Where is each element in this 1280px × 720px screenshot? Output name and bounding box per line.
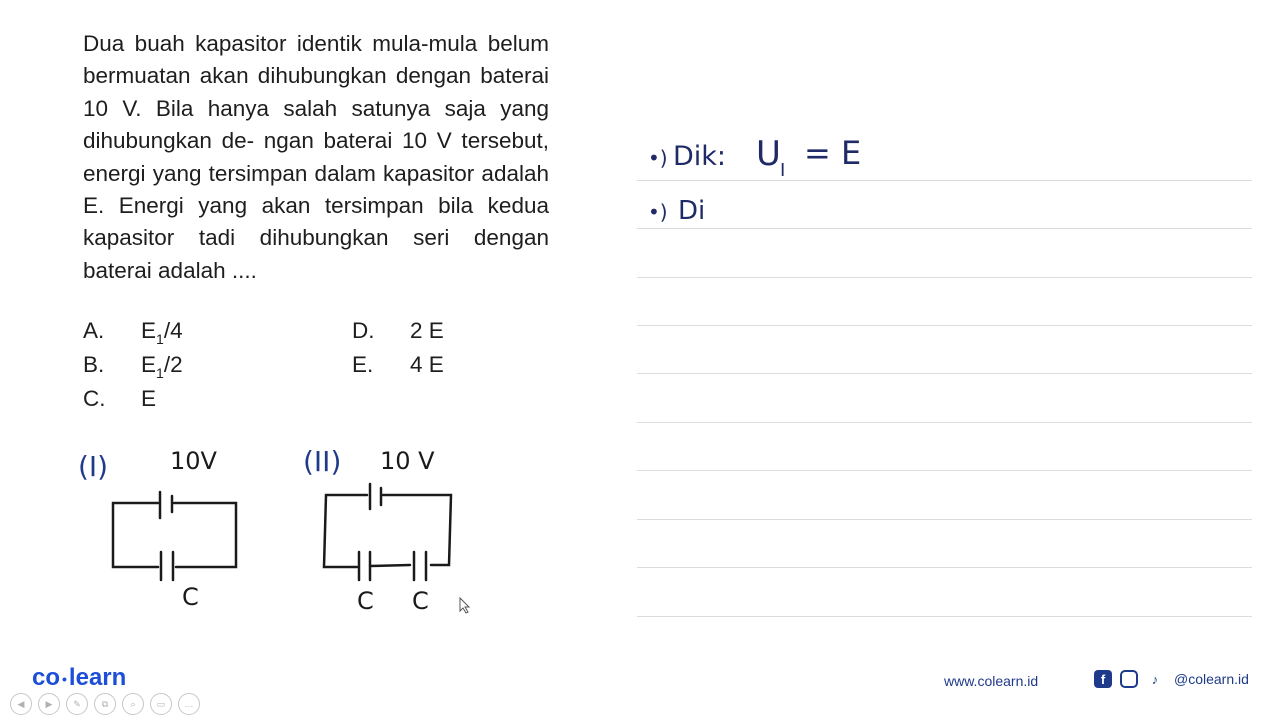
social-links (1094, 670, 1249, 688)
facebook-icon[interactable]: f (1094, 670, 1112, 688)
note-bullet-1: •) (648, 146, 668, 170)
prev-icon[interactable]: ◀ (10, 693, 32, 715)
circuit2-wire (383, 495, 451, 565)
tiktok-icon[interactable]: ♪ (1151, 671, 1159, 687)
logo-dot-icon: • (62, 670, 67, 687)
social-handle[interactable]: @colearn.id (1174, 671, 1249, 687)
option-letter: B. (83, 352, 105, 377)
option-main: 2 E (410, 318, 444, 343)
play-icon[interactable]: ▶ (38, 693, 60, 715)
logo-left: co (32, 664, 61, 691)
circuit2-wire (324, 495, 367, 567)
instagram-icon[interactable] (1120, 670, 1138, 688)
option-sub: 1 (156, 365, 164, 381)
pen-icon[interactable]: ✎ (66, 693, 88, 715)
circuit1-wire (174, 503, 236, 567)
colearn-logo[interactable] (32, 664, 126, 692)
screen-icon[interactable]: ▭ (150, 693, 172, 715)
circuit2-cap2-label: C (412, 587, 429, 615)
option-letter: C. (83, 386, 106, 411)
copy-icon[interactable]: ⧉ (94, 693, 116, 715)
circuit1-label: (I) (78, 450, 109, 483)
circuit2-label: (II) (303, 445, 342, 478)
circuit1-wire (113, 503, 158, 567)
website-link[interactable]: www.colearn.id (944, 673, 1039, 689)
mouse-cursor-icon (460, 598, 469, 613)
more-icon[interactable]: … (178, 693, 200, 715)
option-letter: A. (83, 318, 105, 343)
option-main: 4 E (410, 352, 444, 377)
option-main: E (141, 386, 157, 411)
note-dik-label: Dik: (673, 141, 727, 172)
player-controls (10, 693, 200, 715)
option-rest: /4 (163, 318, 183, 343)
logo-right: learn (68, 664, 127, 691)
circuit2-cap1-label: C (357, 587, 374, 615)
zoom-icon[interactable]: ⌕ (122, 693, 144, 715)
question-text: Dua buah kapasitor identik mula-mula belum bermuatan akan dihubungkan dengan baterai 10 V. Bila hanya salah satunya saja yang dihubungkan de- ngan baterai 10 V tersebut, energi yang tersimpan dalam kapasitor adalah E. Energi yang akan tersimpan bila kedua kapasitor tadi dihubungkan seri dengan baterai adalah .... (83, 31, 549, 283)
option-letter: D. (352, 318, 375, 343)
option-sub: 1 (156, 331, 164, 347)
option-main: E (141, 352, 157, 377)
option-rest: /2 (163, 352, 183, 377)
circuit1-cap-label: C (182, 583, 199, 611)
circuit1-voltage: 10V (170, 447, 217, 475)
option-letter: E. (352, 352, 374, 377)
note-bullet-2: •) (648, 200, 668, 224)
note-eq-rest: = E (804, 134, 862, 172)
circuit2-voltage: 10 V (380, 447, 435, 475)
option-main: E (141, 318, 157, 343)
note-eq-u: U (756, 134, 781, 174)
note-eq-sub: I (780, 160, 786, 181)
note-di-text: Di (678, 196, 706, 226)
circuit2-wire (370, 565, 410, 566)
